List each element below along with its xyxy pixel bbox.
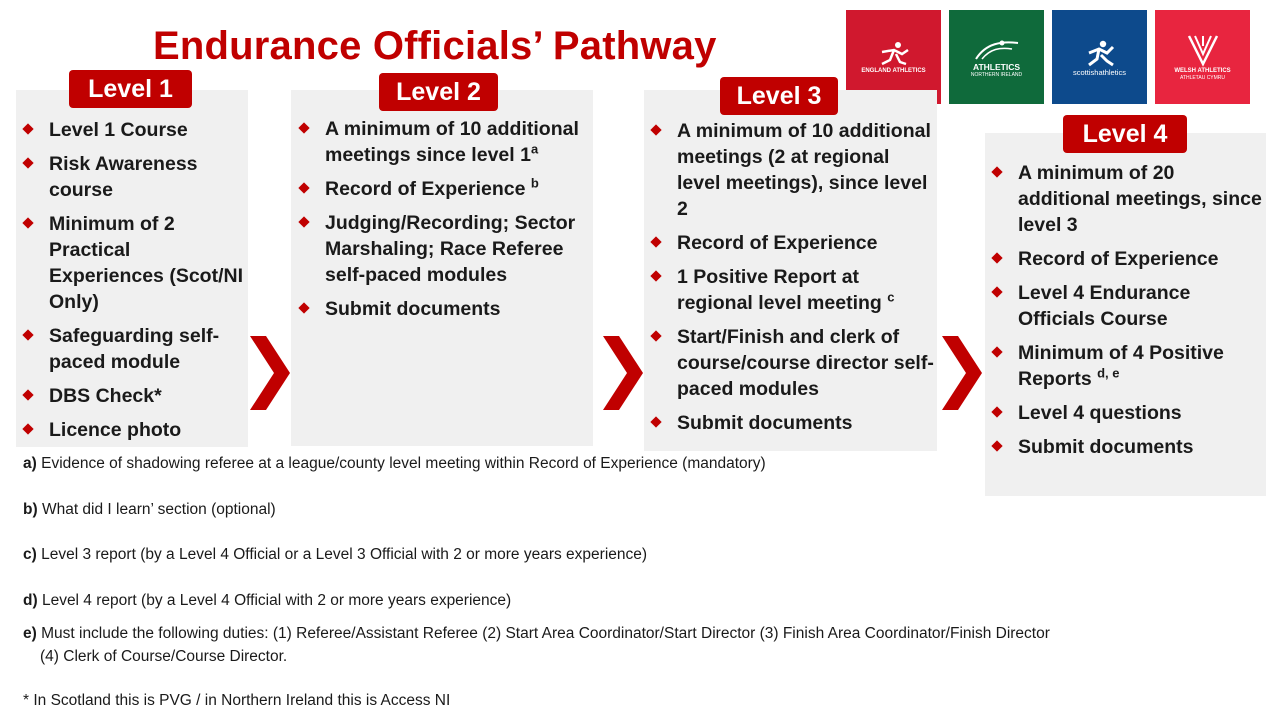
bullet-icon bbox=[22, 157, 33, 168]
list-item bbox=[22, 211, 244, 315]
bullet-icon bbox=[650, 236, 661, 247]
bullet-icon bbox=[298, 302, 309, 313]
bullet-icon bbox=[22, 217, 33, 228]
list-item bbox=[298, 176, 590, 202]
note-text: Level 3 report (by a Level 4 Official or a Level 3 Official with 2 or more years experience) bbox=[36, 546, 648, 563]
bullet-icon bbox=[298, 122, 309, 133]
note-text: Must include the following duties: (1) Referee/Assistant Referee (2) Start Area Coordinator/Start Director (3) Finish Area Coordinator/Finish Director bbox=[36, 625, 1050, 642]
item-text: Level 4 questions bbox=[1018, 402, 1182, 424]
note-b bbox=[23, 498, 276, 521]
list-item bbox=[22, 117, 244, 143]
item-text: A minimum of 10 additional meetings since level 1 bbox=[325, 118, 579, 166]
list-item bbox=[650, 324, 934, 402]
runner-icon bbox=[1083, 39, 1117, 69]
list-item bbox=[991, 280, 1263, 332]
list-item bbox=[991, 160, 1263, 238]
list-item bbox=[22, 417, 244, 443]
note-key: c) bbox=[23, 546, 37, 563]
level-2-list bbox=[298, 116, 590, 330]
welsh-athletics-logo bbox=[1155, 10, 1250, 104]
level-3-list bbox=[650, 118, 934, 444]
item-text: A minimum of 20 additional meetings, since level 3 bbox=[1018, 162, 1262, 236]
scottish-athletics-logo bbox=[1052, 10, 1147, 104]
chevron-right-icon bbox=[603, 336, 643, 410]
footnote-ref: c bbox=[887, 289, 895, 305]
logo-text: ENGLAND ATHLETICS bbox=[861, 67, 926, 74]
logo-subtext: NORTHERN IRELAND bbox=[970, 71, 1023, 78]
note-key: b) bbox=[23, 501, 38, 518]
list-item bbox=[991, 434, 1263, 460]
note-a bbox=[23, 452, 766, 475]
bullet-icon bbox=[22, 423, 33, 434]
athletics-ni-logo bbox=[949, 10, 1044, 104]
footnote-ref: a bbox=[530, 141, 539, 157]
logo-text: WELSH ATHLETICS bbox=[1174, 67, 1231, 74]
bullet-icon bbox=[991, 286, 1002, 297]
note-text: Level 4 report (by a Level 4 Official with 2 or more years experience) bbox=[37, 592, 512, 609]
item-text: Risk Awareness course bbox=[49, 153, 198, 201]
level-2-badge: Level 2 bbox=[379, 73, 498, 111]
note-e-continued: (4) Clerk of Course/Course Director. bbox=[40, 648, 288, 665]
bullet-icon bbox=[650, 416, 661, 427]
page-title: Endurance Officials’ Pathway bbox=[153, 24, 717, 68]
item-text: Minimum of 4 Positive Reports bbox=[1018, 342, 1224, 390]
bullet-icon bbox=[991, 346, 1002, 357]
item-text: Level 4 Endurance Officials Course bbox=[1018, 282, 1191, 330]
list-item bbox=[650, 230, 934, 256]
item-text: Submit documents bbox=[677, 412, 853, 434]
bullet-icon bbox=[298, 182, 309, 193]
level-1-badge: Level 1 bbox=[69, 70, 192, 108]
item-text: Start/Finish and clerk of course/course director self-paced modules bbox=[677, 326, 934, 400]
item-text: Minimum of 2 Practical Experiences (Scot/NI Only) bbox=[49, 213, 243, 313]
footnote: * In Scotland this is PVG / in Northern Ireland this is Access NI bbox=[23, 692, 451, 709]
item-text: A minimum of 10 additional meetings (2 at regional level meetings), since level 2 bbox=[677, 120, 931, 220]
bullet-icon bbox=[22, 123, 33, 134]
chevron-right-icon bbox=[942, 336, 982, 410]
bullet-icon bbox=[298, 216, 309, 227]
level-4-list bbox=[991, 160, 1263, 468]
item-text: Record of Experience bbox=[677, 232, 878, 254]
note-c bbox=[23, 543, 647, 566]
bullet-icon bbox=[991, 252, 1002, 263]
runner-icon bbox=[874, 40, 914, 68]
list-item bbox=[991, 400, 1263, 426]
item-text: Submit documents bbox=[1018, 436, 1194, 458]
item-text: DBS Check* bbox=[49, 385, 162, 407]
chevron-right-icon bbox=[250, 336, 290, 410]
level-3-badge: Level 3 bbox=[720, 77, 838, 115]
chevron-mark-icon bbox=[1185, 34, 1221, 68]
logo-subtext: ATHLETAU CYMRU bbox=[1179, 74, 1226, 81]
swoosh-icon bbox=[972, 37, 1022, 63]
bullet-icon bbox=[991, 406, 1002, 417]
bullet-icon bbox=[991, 166, 1002, 177]
list-item bbox=[650, 264, 934, 316]
bullet-icon bbox=[22, 329, 33, 340]
note-text: Evidence of shadowing referee at a league/county level meeting within Record of Experience (mandatory) bbox=[36, 455, 766, 472]
item-text: Licence photo bbox=[49, 419, 182, 441]
note-d bbox=[23, 589, 511, 612]
footnote-ref: d, e bbox=[1097, 365, 1120, 381]
level-1-list bbox=[22, 117, 244, 451]
footnote-ref: b bbox=[530, 175, 539, 191]
list-item bbox=[22, 383, 244, 409]
list-item bbox=[650, 118, 934, 222]
list-item bbox=[22, 151, 244, 203]
note-key: e) bbox=[23, 625, 37, 642]
item-text: Safeguarding self-paced module bbox=[49, 325, 220, 373]
item-text: Record of Experience bbox=[325, 178, 531, 200]
bullet-icon bbox=[650, 124, 661, 135]
item-text: Level 1 Course bbox=[49, 119, 188, 141]
bullet-icon bbox=[650, 330, 661, 341]
list-item bbox=[991, 340, 1263, 392]
list-item bbox=[298, 116, 590, 168]
list-item bbox=[650, 410, 934, 436]
bullet-icon bbox=[650, 270, 661, 281]
level-4-badge: Level 4 bbox=[1063, 115, 1187, 153]
logo-text: scottishathletics bbox=[1073, 67, 1126, 77]
item-text: Record of Experience bbox=[1018, 248, 1219, 270]
item-text: 1 Positive Report at regional level meeting bbox=[677, 266, 888, 314]
note-text: What did I learn’ section (optional) bbox=[37, 501, 276, 518]
logo-text: ATHLETICS bbox=[972, 61, 1021, 72]
bullet-icon bbox=[22, 389, 33, 400]
note-e bbox=[23, 622, 1050, 645]
item-text: Submit documents bbox=[325, 298, 501, 320]
note-key: a) bbox=[23, 455, 37, 472]
note-key: d) bbox=[23, 592, 38, 609]
bullet-icon bbox=[991, 440, 1002, 451]
item-text: Judging/Recording; Sector Marshaling; Race Referee self-paced modules bbox=[325, 212, 576, 286]
list-item bbox=[22, 323, 244, 375]
list-item bbox=[298, 210, 590, 288]
list-item bbox=[991, 246, 1263, 272]
list-item bbox=[298, 296, 590, 322]
